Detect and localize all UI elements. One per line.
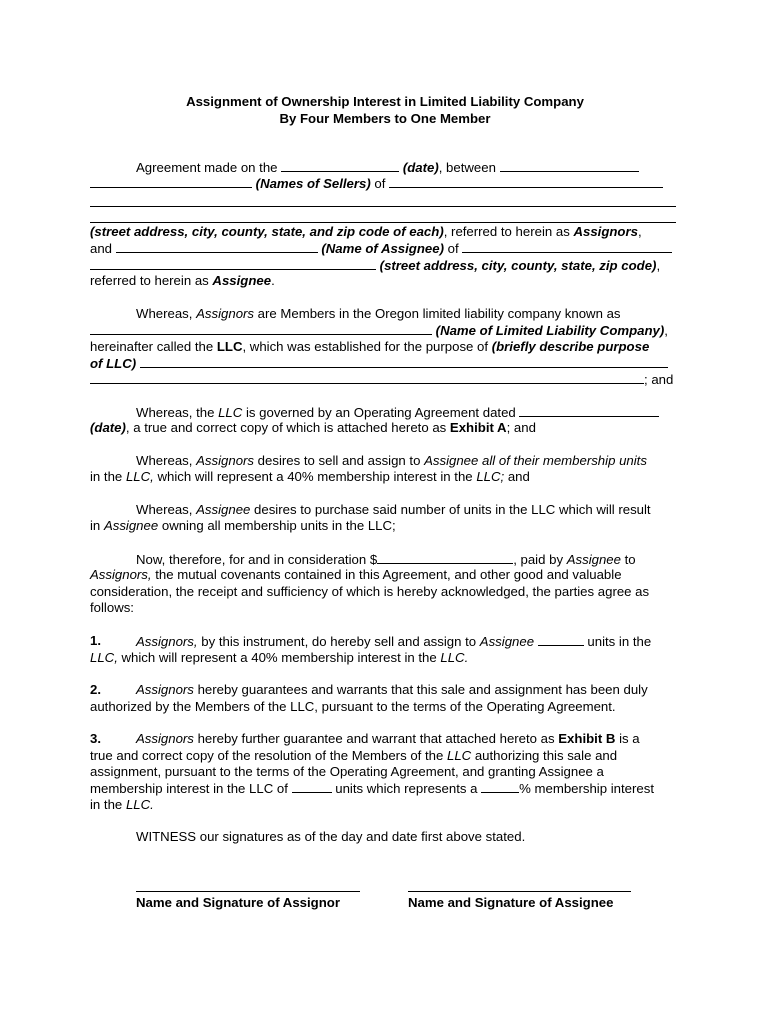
text: in the [90,469,126,484]
date-blank[interactable] [281,159,399,172]
text: (Name of Assignee) [321,241,444,256]
s3-line5 [90,797,154,813]
text: (date) [402,160,439,175]
text: , between [438,160,500,175]
p2-line2 [90,322,668,339]
text: desires to sell and assign to [254,453,425,468]
purpose-blank-2[interactable] [90,371,644,384]
p2-line3 [90,339,649,355]
text: Assignors [136,731,194,746]
text: ; and [644,372,674,387]
p6-line2 [90,567,622,583]
p5-line1 [136,502,651,518]
document-subtitle: By Four Members to One Member [279,111,491,126]
text: of LLC) [90,356,137,371]
blank-line[interactable] [90,206,676,207]
text: Now, therefore, for and in consideration $ [136,552,378,567]
p4-line1 [136,453,647,469]
text: Assignee [212,273,272,288]
text: LLC. [125,797,154,812]
text: Whereas, [136,502,197,517]
text: , referred to herein as [443,224,574,239]
text: , which was established for the purpose of [242,339,492,354]
sellers-blank[interactable] [500,159,639,172]
text: by this instrument, do hereby sell and assign to [197,634,480,649]
p3-line2 [90,420,536,436]
text: is governed by an Operating Agreement dated [242,405,520,420]
text: which will represent a 40% membership interest in the [117,650,441,665]
text: LLC, [90,650,118,665]
percent-blank[interactable] [481,780,519,793]
text: referred to herein as [90,273,213,288]
text: , a true and correct copy of which is attached hereto as [125,420,450,435]
text: the mutual covenants contained in this Agreement, and other good and valuable [151,567,622,582]
p6-line4: follows: [90,600,134,615]
text: LLC. [440,650,469,665]
text: Assignee [479,634,535,649]
text: Assignors, [136,634,198,649]
text: Agreement made on the [136,160,282,175]
text: (Names of Sellers) [255,176,371,191]
text: are Members in the Oregon limited liability company known as [254,306,621,321]
llc-name-blank[interactable] [90,322,432,335]
text: Assignors [573,224,638,239]
text: (street address, city, county, state, and zip code of each) [90,224,444,239]
text: , [656,258,661,273]
text: Assignors [196,306,255,321]
text: in [90,518,104,533]
text: is a [615,731,640,746]
sellers-address-blank[interactable] [389,175,663,188]
text: (briefly describe purpose [491,339,650,354]
p2-line1 [136,306,621,322]
text: Assignee [103,518,159,533]
p4-line2 [90,469,530,485]
section-number: 1. [90,633,101,648]
text: desires to purchase said number of units in the LLC which will result [250,502,651,517]
text: Assignee [196,502,251,517]
p5-line2 [90,518,396,534]
text: Exhibit B [558,731,616,746]
text: Assignee all of their membership units [424,453,647,468]
text: owning all membership units in the LLC; [158,518,396,533]
p3-line1 [136,404,659,421]
text: in the [90,797,126,812]
text: Assignors [196,453,255,468]
assignor-signature-line[interactable] [136,891,360,892]
text: and [90,241,116,256]
text: , [637,224,642,239]
p1-line1 [136,159,639,176]
text: true and correct copy of the resolution of the Members of the [90,748,447,763]
section-number: 3. [90,731,101,746]
p6-line1 [136,551,636,568]
p1-line6 [90,273,275,289]
purpose-blank[interactable] [140,355,668,368]
text: LLC; [476,469,505,484]
blank-line[interactable] [90,222,676,223]
s2-line1 [136,682,648,698]
text: LLC [446,748,472,763]
document-title: Assignment of Ownership Interest in Limited Liability Company [186,94,584,109]
consideration-blank[interactable] [377,551,513,564]
text: . [271,273,275,288]
text: units which represents a [331,781,482,796]
s2-num [90,682,101,698]
assignee-address-blank-2[interactable] [90,257,376,270]
text: membership interest in the LLC of [90,781,292,796]
text: units in the [583,634,652,649]
text: LLC [216,339,243,354]
assignee-name-blank[interactable] [116,240,318,253]
section-number: 2. [90,682,101,697]
text: hereby further guarantee and warrant that attached hereto as [193,731,559,746]
text: Exhibit A [449,420,507,435]
text: to [620,552,636,567]
s3-line4 [90,780,654,797]
assignee-signature-line[interactable] [408,891,631,892]
text: , [664,323,668,338]
text: and [504,469,530,484]
s3-num [90,731,101,747]
s3-line2 [90,748,617,764]
text: hereby guarantees and warrants that this sale and assignment has been duly [193,682,648,697]
text: ; and [506,420,536,435]
text: authorizing this sale and [471,748,618,763]
operating-date-blank[interactable] [519,404,659,417]
s1-line1 [90,633,101,649]
units-of-blank[interactable] [292,780,332,793]
text: % membership interest [519,781,654,796]
text: of [443,241,463,256]
text: Assignee [566,552,621,567]
text: (Name of Limited Liability Company) [435,323,665,338]
p1-line5 [90,257,660,274]
text: Whereas, [136,306,197,321]
p1-line4 [90,240,672,257]
text: hereinafter called the [90,339,217,354]
witness-text: WITNESS our signatures as of the day and date first above stated. [136,829,526,844]
text: which will represent a 40% membership interest in the [153,469,477,484]
s1-line1-text [136,633,651,650]
assignee-signature-label: Name and Signature of Assignee [408,895,614,910]
p6-line3: consideration, the receipt and sufficiency of which is hereby acknowledged, the parties agree as [90,584,650,599]
text: Whereas, the [136,405,219,420]
text: (date) [90,420,126,435]
text: Assignors, [90,567,152,582]
text: LLC, [125,469,154,484]
p2-line4 [90,355,668,372]
p1-line2 [90,175,663,192]
p2-line5 [90,371,673,388]
assignor-signature-label: Name and Signature of Assignor [136,895,340,910]
assignee-address-blank[interactable] [462,240,672,253]
s3-line3: assignment, pursuant to the terms of the Operating Agreement, and granting Assignee a [90,764,604,779]
units-blank[interactable] [538,633,584,646]
text: Whereas, [136,453,197,468]
sellers-blank-2[interactable] [90,175,252,188]
text: Assignors [136,682,194,697]
text: of [370,176,390,191]
text: , paid by [513,552,567,567]
p1-line3 [90,224,642,240]
text: (street address, city, county, state, zip code) [379,258,657,273]
s3-line1 [136,731,640,747]
text: LLC [218,405,243,420]
s2-line2: authorized by the Members of the LLC, pursuant to the terms of the Operating Agreement. [90,699,616,714]
s1-line2 [90,650,468,666]
